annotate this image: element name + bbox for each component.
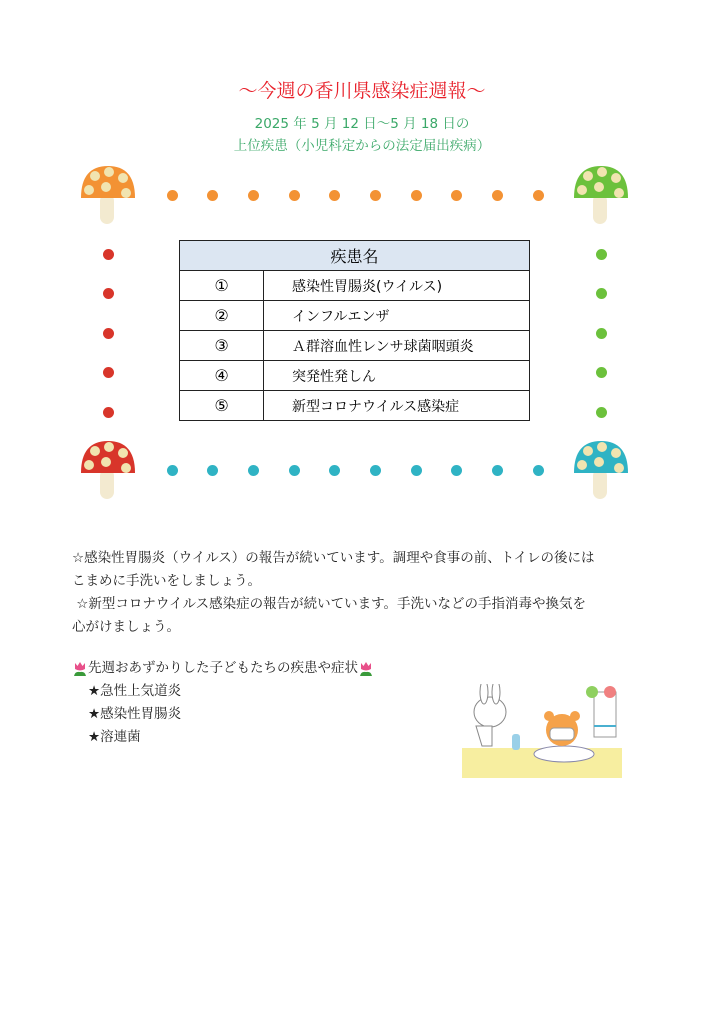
frame-dot <box>533 190 544 201</box>
frame-dot <box>492 190 503 201</box>
frame-dot <box>167 465 178 476</box>
table-header: 疾患名 <box>180 241 530 271</box>
nursery-item: ★感染性胃腸炎 <box>88 706 182 722</box>
frame-dot <box>289 465 300 476</box>
date-range: 2025 年 5 月 12 日～5 月 18 日の <box>254 116 470 132</box>
table-row: ③ Ａ群溶血性レンサ球菌咽頭炎 <box>180 331 530 361</box>
table-row: ② インフルエンザ <box>180 301 530 331</box>
nursery-item: ★溶連菌 <box>88 729 141 745</box>
mushroom-icon <box>79 164 137 226</box>
table-row: ④ 突発性発しん <box>180 361 530 391</box>
frame-dot <box>329 465 340 476</box>
frame-dot <box>207 190 218 201</box>
note-1b: こまめに手洗いをしましょう。 <box>72 573 261 589</box>
frame-dot <box>248 190 259 201</box>
frame-dot <box>167 190 178 201</box>
frame-dot <box>103 288 114 299</box>
frame-dot <box>451 190 462 201</box>
frame-dot <box>492 465 503 476</box>
mushroom-icon <box>572 164 630 226</box>
frame-dot <box>207 465 218 476</box>
frame-dot <box>411 465 422 476</box>
nursery-heading-text: 先週おあずかりした子どもたちの疾患や症状 <box>88 660 358 676</box>
frame-dot <box>370 190 381 201</box>
frame-dot <box>596 328 607 339</box>
frame-dot <box>289 190 300 201</box>
frame-dot <box>103 407 114 418</box>
frame-dot <box>451 465 462 476</box>
nursery-heading <box>72 657 374 680</box>
frame-dot <box>411 190 422 201</box>
frame-dot <box>103 367 114 378</box>
frame-dot <box>596 249 607 260</box>
frame-dot <box>103 249 114 260</box>
table-row: ① 感染性胃腸炎(ウイルス) <box>180 271 530 301</box>
subtitle: 上位疾患（小児科定からの法定届出疾病） <box>233 138 491 154</box>
frame-dot <box>329 190 340 201</box>
tulip-icon <box>72 661 88 677</box>
note-2a: ☆新型コロナウイルス感染症の報告が続いています。手洗いなどの手指消毒や換気を <box>72 596 587 612</box>
note-1a: ☆感染性胃腸炎（ウイルス）の報告が続いています。調理や食事の前、トイレの後には <box>72 550 595 566</box>
frame-dot <box>370 465 381 476</box>
page-title: ～今週の香川県感染症週報～ <box>238 80 486 102</box>
table-row: ⑤ 新型コロナウイルス感染症 <box>180 391 530 421</box>
frame-dot <box>596 288 607 299</box>
mushroom-icon <box>572 439 630 501</box>
nursery-item: ★急性上気道炎 <box>88 683 182 699</box>
mushroom-icon <box>79 439 137 501</box>
frame-dot <box>596 367 607 378</box>
disease-table <box>179 240 530 421</box>
frame-dot <box>248 465 259 476</box>
handwashing-illustration <box>462 684 624 779</box>
frame-dot <box>596 407 607 418</box>
frame-dot <box>103 328 114 339</box>
tulip-icon <box>358 661 374 677</box>
note-2b: 心がけましょう。 <box>72 619 180 635</box>
frame-dot <box>533 465 544 476</box>
